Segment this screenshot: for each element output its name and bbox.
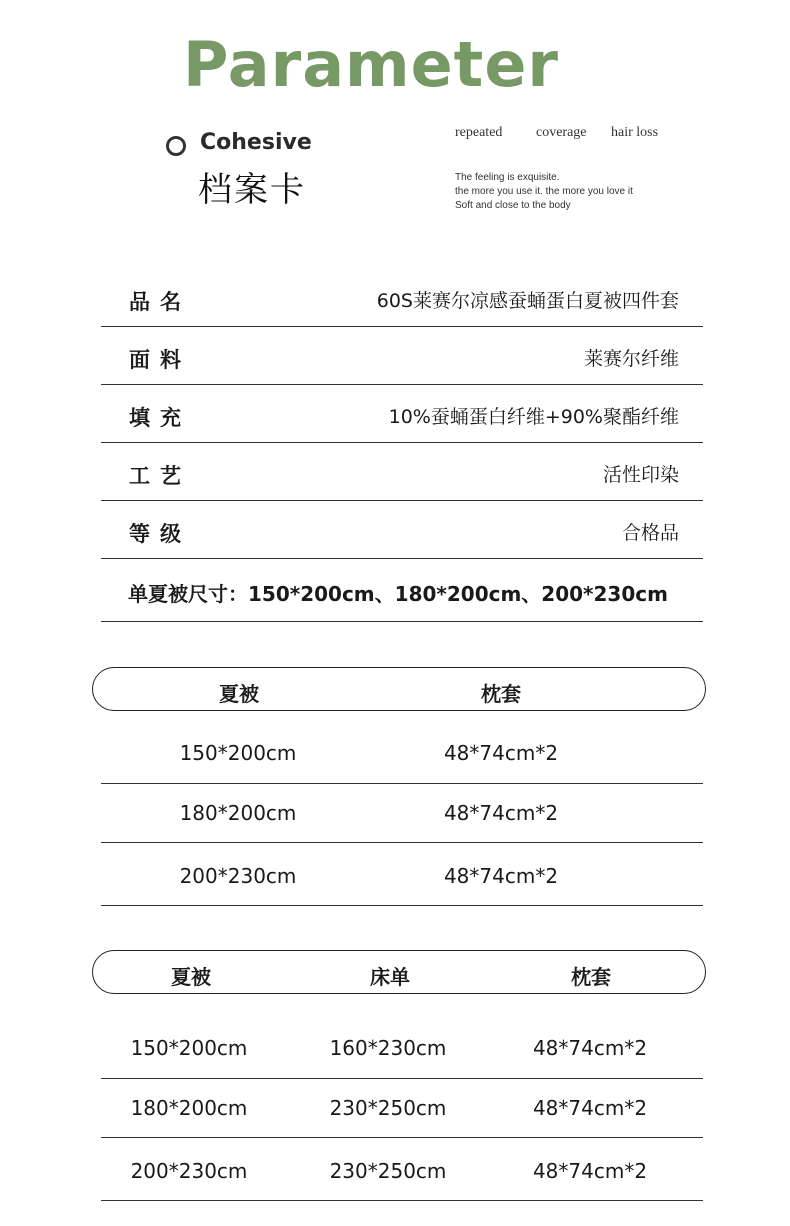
- tag-repeated: repeated: [455, 125, 503, 140]
- cell-quilt: 200*230cm: [130, 1159, 248, 1183]
- table-row: [101, 1079, 703, 1138]
- param-label: 面料: [129, 348, 191, 372]
- tagline-3: Soft and close to the body: [455, 200, 571, 211]
- table2-header: [92, 950, 706, 994]
- param-row-filling: [101, 385, 703, 443]
- cell-quilt: 180*200cm: [179, 801, 297, 825]
- circle-icon: [166, 136, 186, 156]
- brand-name: Cohesive: [200, 130, 312, 155]
- param-label: 品名: [129, 290, 191, 314]
- param-label: 工艺: [129, 464, 191, 488]
- table-row: [101, 1016, 703, 1079]
- divider: [101, 621, 703, 622]
- cell-sheet: 160*230cm: [329, 1036, 447, 1060]
- cell-pillowcase: 48*74cm*2: [532, 1096, 648, 1120]
- table-row: [101, 1138, 703, 1201]
- page-title: Parameter: [183, 28, 559, 101]
- tag-coverage: coverage: [536, 125, 587, 140]
- cell-pillowcase: 48*74cm*2: [443, 741, 559, 765]
- cell-pillowcase: 48*74cm*2: [532, 1159, 648, 1183]
- tagline-1: The feeling is exquisite.: [455, 172, 560, 183]
- table-row: [101, 784, 703, 843]
- param-row-process: [101, 443, 703, 501]
- param-row-fabric: [101, 327, 703, 385]
- cell-sheet: 230*250cm: [329, 1159, 447, 1183]
- param-label: 等级: [129, 522, 191, 546]
- table1-header: [92, 667, 706, 711]
- quilt-sizes: 单夏被尺寸：150*200cm、180*200cm、200*230cm: [128, 582, 668, 606]
- table-row: [101, 722, 703, 784]
- card-label: 档案卡: [198, 170, 306, 210]
- cell-pillowcase: 48*74cm*2: [443, 801, 559, 825]
- header-pillowcase: 枕套: [571, 965, 611, 989]
- param-value: 60S莱赛尔凉感蚕蛹蛋白夏被四件套: [376, 290, 679, 312]
- cell-quilt: 180*200cm: [130, 1096, 248, 1120]
- param-value: 10%蚕蛹蛋白纤维+90%聚酯纤维: [388, 406, 679, 428]
- param-value: 莱赛尔纤维: [583, 348, 679, 370]
- cell-pillowcase: 48*74cm*2: [443, 864, 559, 888]
- header-sheet: 床单: [370, 965, 410, 989]
- cell-quilt: 150*200cm: [179, 741, 297, 765]
- header-pillowcase: 枕套: [481, 682, 521, 706]
- cell-quilt: 150*200cm: [130, 1036, 248, 1060]
- table-row: [101, 843, 703, 906]
- param-value: 活性印染: [602, 464, 679, 486]
- param-value: 合格品: [621, 522, 679, 544]
- cell-pillowcase: 48*74cm*2: [532, 1036, 648, 1060]
- tag-hair-loss: hair loss: [611, 125, 659, 140]
- header-quilt: 夏被: [171, 965, 211, 989]
- header-quilt: 夏被: [219, 682, 259, 706]
- param-row-name: [101, 269, 703, 327]
- param-label: 填充: [129, 406, 191, 430]
- cell-sheet: 230*250cm: [329, 1096, 447, 1120]
- tagline-2: the more you use it. the more you love it: [455, 186, 633, 197]
- param-row-grade: [101, 501, 703, 559]
- cell-quilt: 200*230cm: [179, 864, 297, 888]
